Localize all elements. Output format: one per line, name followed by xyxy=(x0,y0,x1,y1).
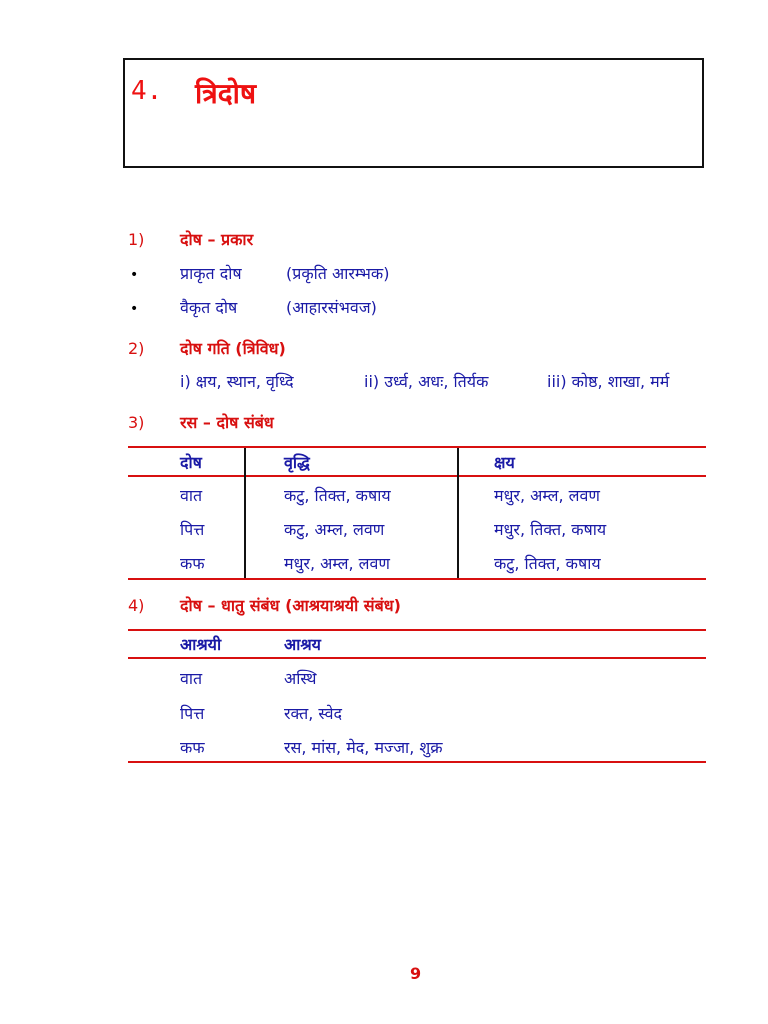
bullet: • xyxy=(130,301,139,317)
table-header-ashrayi: आश्रयी xyxy=(180,635,222,654)
chapter-heading-box xyxy=(123,58,704,168)
section-4-heading xyxy=(128,594,401,616)
table-cell: कफ xyxy=(180,554,205,573)
section-1-heading xyxy=(128,228,253,250)
section-title: दोष – धातु संबंध (आश्रयाश्रयी संबंध) xyxy=(180,596,401,615)
section-3-heading xyxy=(128,411,274,433)
table-cell: पित्त xyxy=(180,704,205,723)
gati-item: iii) कोष्ठ, शाखा, मर्म xyxy=(547,372,670,391)
table-cell: वात xyxy=(180,486,203,505)
gati-item: i) क्षय, स्थान, वृध्दि xyxy=(180,372,294,391)
section-title: दोष – प्रकार xyxy=(180,230,254,249)
table-cell: अस्थि xyxy=(284,669,317,688)
page-number: 9 xyxy=(410,964,422,983)
table-rule xyxy=(128,657,706,659)
table-cell: कफ xyxy=(180,738,205,757)
table-cell: रस, मांस, मेद, मज्जा, शुक्र xyxy=(284,738,443,757)
section-number: 3) xyxy=(128,413,145,432)
table-header-ashraya: आश्रय xyxy=(284,635,321,654)
table-header-vriddhi: वृद्धि xyxy=(284,453,310,472)
section-number: 1) xyxy=(128,230,145,249)
table-rule xyxy=(128,629,706,631)
table-rule xyxy=(128,761,706,763)
table-cell: पित्त xyxy=(180,520,205,539)
table-header-kshaya: क्षय xyxy=(494,453,515,472)
gati-item: ii) उर्ध्व, अधः, तिर्यक xyxy=(364,372,489,391)
section-title: दोष गति (त्रिविध) xyxy=(180,339,286,358)
chapter-number: 4. xyxy=(131,76,163,106)
table-cell: कटु, तिक्त, कषाय xyxy=(284,486,391,505)
chapter-title: त्रिदोष xyxy=(195,77,257,110)
table-rule xyxy=(128,578,706,580)
dosha-dhatu-table xyxy=(128,629,706,765)
table-cell: वात xyxy=(180,669,203,688)
table-cell: कटु, अम्ल, लवण xyxy=(284,520,385,539)
bullet: • xyxy=(130,267,139,283)
section-number: 4) xyxy=(128,596,145,615)
table-cell: रक्त, स्वेद xyxy=(284,704,343,723)
list-item xyxy=(128,296,377,318)
column-divider xyxy=(457,448,459,578)
section-title: रस – दोष संबंध xyxy=(180,413,274,432)
list-item-note: (आहारसंभवज) xyxy=(286,298,377,317)
table-rule xyxy=(128,446,706,448)
table-cell: कटु, तिक्त, कषाय xyxy=(494,554,601,573)
list-item-term: प्राकृत दोष xyxy=(180,264,242,283)
list-item xyxy=(128,262,389,284)
list-item-note: (प्रकृति आरम्भक) xyxy=(286,264,390,283)
section-2-heading xyxy=(128,337,286,359)
table-cell: मधुर, अम्ल, लवण xyxy=(494,486,600,505)
column-divider xyxy=(244,448,246,578)
table-cell: मधुर, अम्ल, लवण xyxy=(284,554,390,573)
table-header-dosha: दोष xyxy=(180,453,202,472)
list-item-term: वैकृत दोष xyxy=(180,298,238,317)
table-rule xyxy=(128,475,706,477)
table-cell: मधुर, तिक्त, कषाय xyxy=(494,520,607,539)
rasa-dosha-table xyxy=(128,446,706,581)
section-number: 2) xyxy=(128,339,145,358)
